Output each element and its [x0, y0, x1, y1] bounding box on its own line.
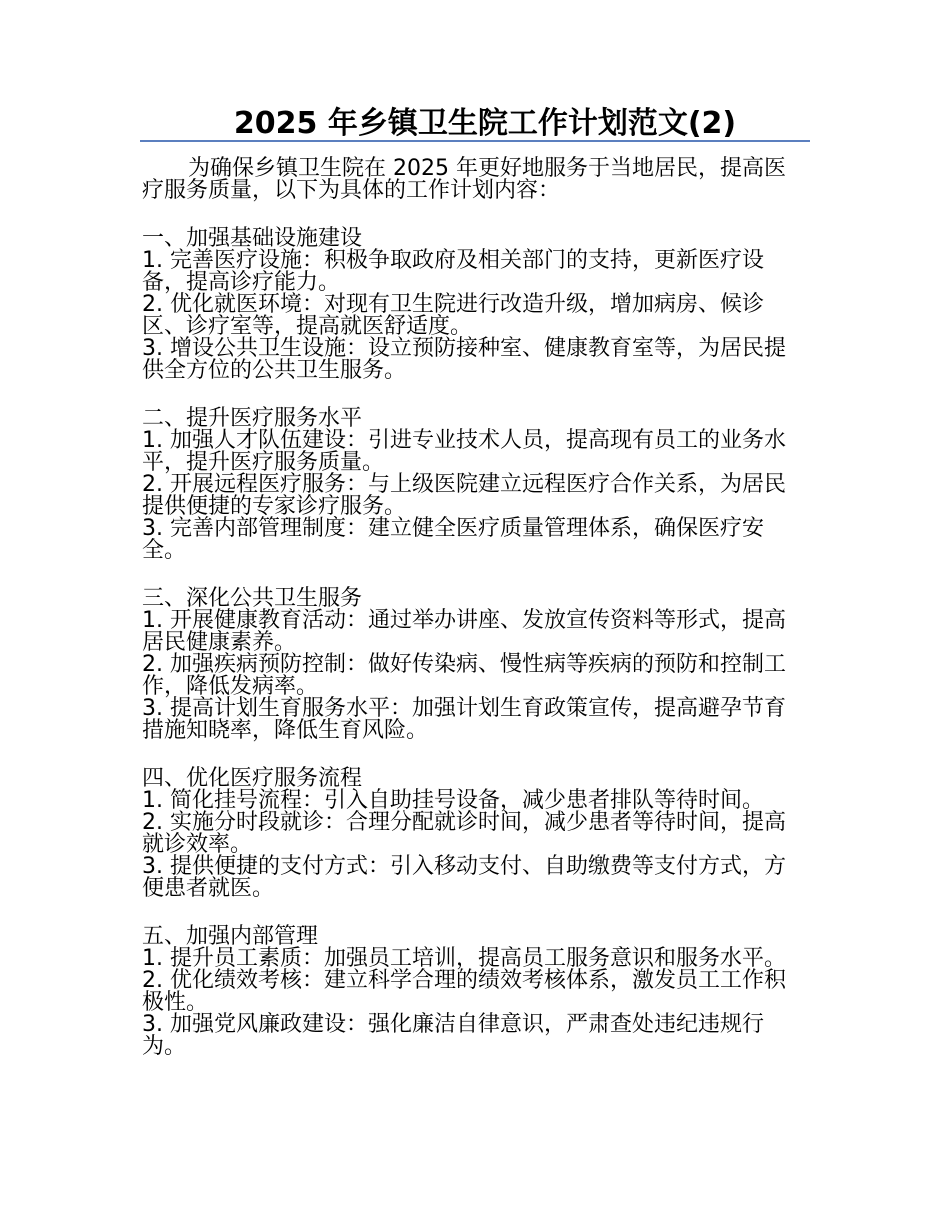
- section-infrastructure: [142, 228, 807, 382]
- intro-paragraph: 为确保乡镇卫生院在 2025 年更好地服务于当地居民，提高医疗服务质量，以下为具体的工作计划内容：: [142, 156, 786, 203]
- title-underline: [140, 140, 810, 142]
- section-heading: 四、优化医疗服务流程: [142, 766, 363, 791]
- list-item: 1. 简化挂号流程：引入自助挂号设备，减少患者排队等待时间。: [142, 788, 764, 813]
- section-heading: 二、提升医疗服务水平: [142, 406, 363, 431]
- document-body: [142, 158, 807, 1058]
- section-heading: 五、加强内部管理: [142, 924, 319, 949]
- section-internal-management: [142, 926, 807, 1058]
- section-service-process: [142, 768, 807, 900]
- list-item: 1. 开展健康教育活动：通过举办讲座、发放宣传资料等形式，提高居民健康素养。: [142, 608, 786, 655]
- list-item: 3. 提供便捷的支付方式：引入移动支付、自助缴费等支付方式，方便患者就医。: [142, 854, 786, 901]
- list-item: 2. 优化绩效考核：建立科学合理的绩效考核体系，激发员工工作积极性。: [142, 968, 786, 1015]
- section-heading: 三、深化公共卫生服务: [142, 586, 363, 611]
- list-item: 3. 增设公共卫生设施：设立预防接种室、健康教育室等，为居民提供全方位的公共卫生服务。: [142, 336, 786, 383]
- list-item: 1. 提升员工素质：加强员工培训，提高员工服务意识和服务水平。: [142, 946, 786, 971]
- list-item: 2. 加强疾病预防控制：做好传染病、慢性病等疾病的预防和控制工作，降低发病率。: [142, 652, 786, 699]
- list-item: 2. 优化就医环境：对现有卫生院进行改造升级，增加病房、候诊区、诊疗室等，提高就医舒适度。: [142, 292, 764, 339]
- list-item: 3. 提高计划生育服务水平：加强计划生育政策宣传，提高避孕节育措施知晓率，降低生育风险。: [142, 696, 786, 743]
- section-public-health: [142, 588, 807, 742]
- list-item: 3. 完善内部管理制度：建立健全医疗质量管理体系，确保医疗安全。: [142, 516, 764, 563]
- list-item: 2. 开展远程医疗服务：与上级医院建立远程医疗合作关系，为居民提供便捷的专家诊疗服务。: [142, 472, 786, 519]
- list-item: 1. 加强人才队伍建设：引进专业技术人员，提高现有员工的业务水平，提升医疗服务质量。: [142, 428, 786, 475]
- list-item: 1. 完善医疗设施：积极争取政府及相关部门的支持，更新医疗设备，提高诊疗能力。: [142, 248, 764, 295]
- document-title: 2025 年乡镇卫生院工作计划范文(2): [233, 106, 737, 141]
- section-heading: 一、加强基础设施建设: [142, 226, 363, 251]
- list-item: 2. 实施分时段就诊：合理分配就诊时间，减少患者等待时间，提高就诊效率。: [142, 810, 786, 857]
- list-item: 3. 加强党风廉政建设：强化廉洁自律意识，严肃查处违纪违规行为。: [142, 1012, 764, 1059]
- section-service-level: [142, 408, 807, 562]
